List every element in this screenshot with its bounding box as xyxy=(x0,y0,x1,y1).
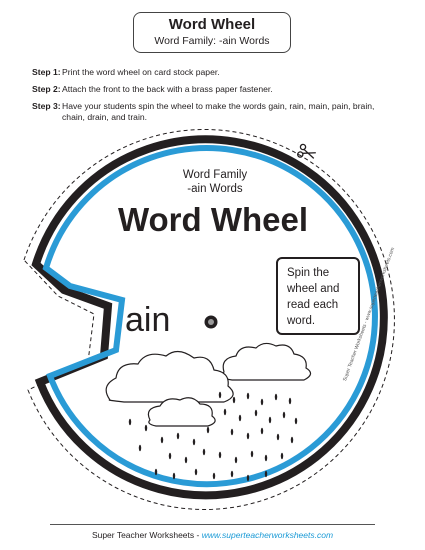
step-label: Step 2: xyxy=(32,84,61,94)
step-label: Step 3: xyxy=(32,101,61,111)
word-family-sublabel: -ain Words xyxy=(187,183,243,195)
step-text: Print the word wheel on card stock paper. xyxy=(62,67,220,77)
page-title: Word Wheel xyxy=(168,16,256,33)
cloud-icon xyxy=(106,343,310,426)
wheel-title: Word Wheel xyxy=(117,201,309,238)
spin-instructions-box: Spin the wheel and read each word. xyxy=(276,257,360,335)
word-family-label: Word Family xyxy=(182,169,248,181)
fastener-hole-center xyxy=(208,319,214,325)
word-suffix: ain xyxy=(125,301,171,339)
footer-brand: Super Teacher Worksheets - xyxy=(91,530,202,540)
step-label: Step 1: xyxy=(32,67,61,77)
rain-drops xyxy=(129,392,297,481)
side-credit: Super Teacher Worksheets - www.superteacherworksheets.com xyxy=(342,246,397,383)
footer-divider xyxy=(50,524,375,525)
step-text: Have your students spin the wheel to make the words gain, rain, main, pain, brain, chain, drain, and train. xyxy=(62,101,375,122)
step-text: Attach the front to the back with a brass paper fastener. xyxy=(62,84,273,94)
page-subtitle: Word Family: -ain Words xyxy=(154,35,270,47)
footer-url[interactable]: www.superteacherworksheets.com xyxy=(201,530,334,540)
footer xyxy=(0,530,425,540)
